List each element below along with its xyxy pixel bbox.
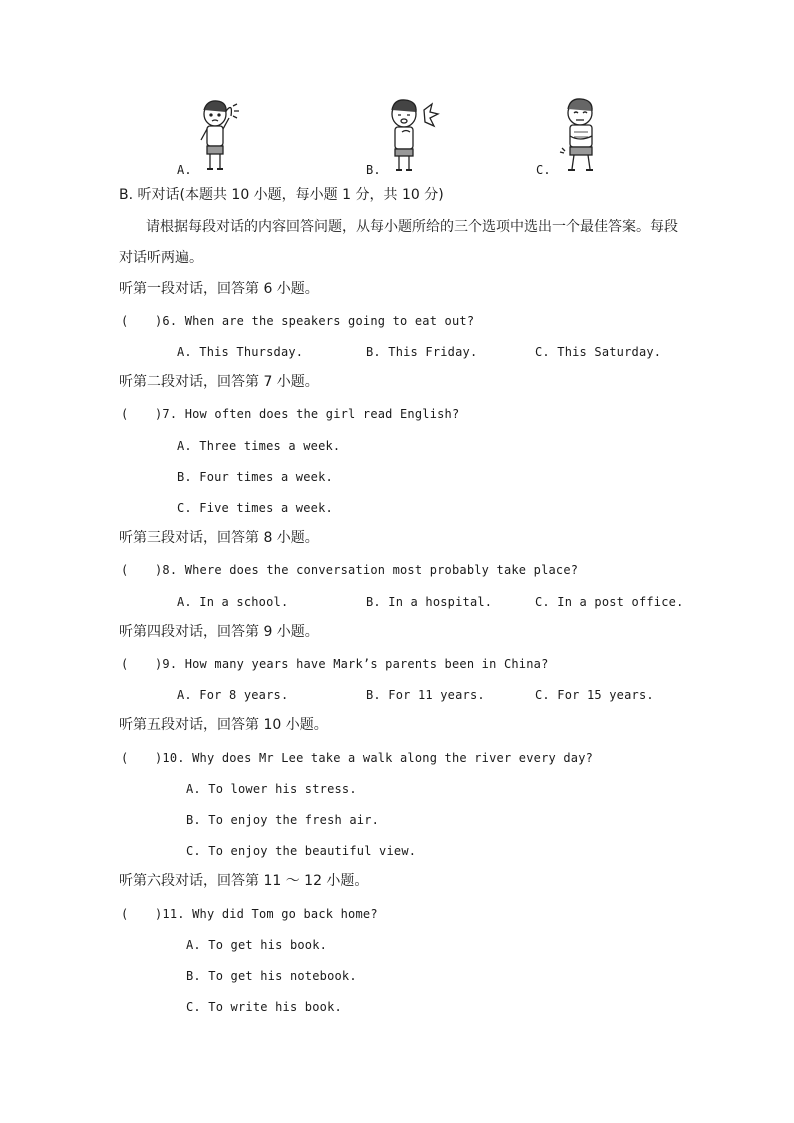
answer-blank-open: ( <box>121 657 129 671</box>
question-text: )6. When are the speakers going to eat out? <box>155 314 475 328</box>
section-heading: B. 听对话(本题共 10 小题，每小题 1 分，共 10 分) <box>119 187 444 203</box>
picture-a <box>193 96 263 176</box>
dialogue-intro: 听第二段对话，回答第 7 小题。 <box>119 374 319 390</box>
question-text: )8. Where does the conversation most probably take place? <box>155 563 579 577</box>
option-a: A. To lower his stress. <box>186 782 357 796</box>
option-b: B. To get his notebook. <box>186 969 357 983</box>
picture-c <box>552 96 622 176</box>
answer-blank-open: ( <box>121 563 129 577</box>
option-c: C. For 15 years. <box>535 688 654 702</box>
answer-blank-open: ( <box>121 751 129 765</box>
option-a: A. For 8 years. <box>177 688 289 702</box>
dialogue-intro: 听第三段对话，回答第 8 小题。 <box>119 530 319 546</box>
option-b: B. For 11 years. <box>366 688 485 702</box>
option-b: B. In a hospital. <box>366 595 493 609</box>
option-a: A. This Thursday. <box>177 345 304 359</box>
dialogue-intro: 听第五段对话，回答第 10 小题。 <box>119 717 328 733</box>
option-c: C. To write his book. <box>186 1000 342 1014</box>
option-c: C. Five times a week. <box>177 501 333 515</box>
question-text: )11. Why did Tom go back home? <box>155 907 378 921</box>
picture-b-label: B. <box>366 163 381 177</box>
question-text: )10. Why does Mr Lee take a walk along the river every day? <box>155 751 594 765</box>
boy-stomach-ache-icon <box>552 96 622 176</box>
option-c: C. To enjoy the beautiful view. <box>186 844 417 858</box>
dialogue-intro: 听第六段对话，回答第 11 ～ 12 小题。 <box>119 873 369 889</box>
dialogue-intro: 听第四段对话，回答第 9 小题。 <box>119 624 319 640</box>
picture-a-label: A. <box>177 163 192 177</box>
question-text: )9. How many years have Mark’s parents been in China? <box>155 657 549 671</box>
option-b: B. To enjoy the fresh air. <box>186 813 380 827</box>
dialogue-intro: 听第一段对话，回答第 6 小题。 <box>119 281 319 297</box>
picture-b <box>380 96 450 176</box>
question-text: )7. How often does the girl read English? <box>155 407 460 421</box>
option-a: A. In a school. <box>177 595 289 609</box>
option-a: A. Three times a week. <box>177 439 341 453</box>
instruction-line-1: 请根据每段对话的内容回答问题，从每小题所给的三个选项中选出一个最佳答案。每段 <box>146 219 678 235</box>
option-c: C. This Saturday. <box>535 345 662 359</box>
answer-blank-open: ( <box>121 407 129 421</box>
boy-ear-pain-icon <box>193 96 263 176</box>
option-b: B. Four times a week. <box>177 470 333 484</box>
instruction-line-2: 对话听两遍。 <box>119 250 203 266</box>
answer-blank-open: ( <box>121 314 129 328</box>
picture-c-label: C. <box>536 163 551 177</box>
answer-blank-open: ( <box>121 907 129 921</box>
boy-coughing-icon <box>380 96 450 176</box>
option-b: B. This Friday. <box>366 345 478 359</box>
option-a: A. To get his book. <box>186 938 328 952</box>
option-c: C. In a post office. <box>535 595 684 609</box>
